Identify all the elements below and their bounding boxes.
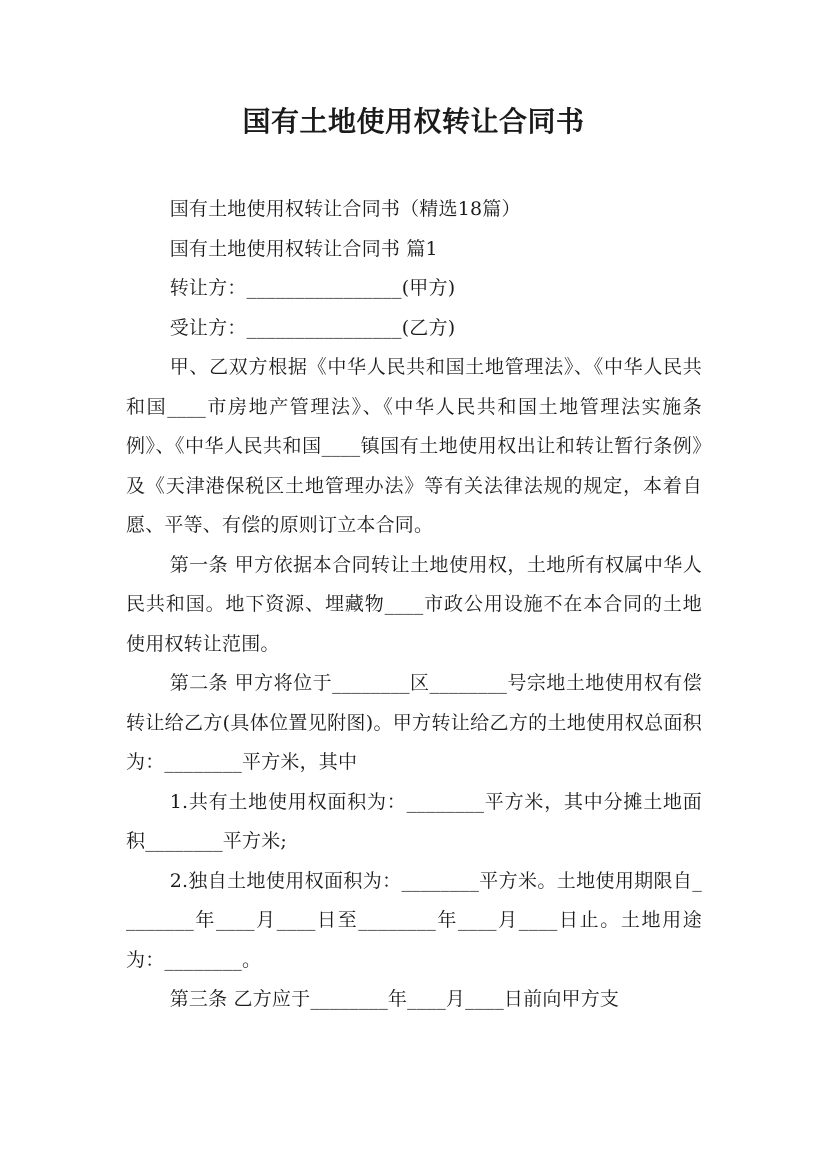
document-title: 国有土地使用权转让合同书 [242,105,585,138]
paragraph-section-heading: 国有土地使用权转让合同书 篇1 [169,237,438,260]
paragraph-subtitle: 国有土地使用权转让合同书（精选18篇） [169,198,521,220]
paragraph-preamble: 甲、乙双方根据《中华人民共和国土地管理法》、《中华人民共和国____市房地产管理法》、《中华人民共和国土地管理法实施条例》、《中华人民共和国____镇国有土地使用权出让和转让暂行条例》及《天津港保税区土地管理办法》等有关法律法规的规定，本着自愿、平等、有偿的原则订立本合同。 [126,356,702,536]
paragraph-article-3: 第三条 乙方应于________年____月____日前向甲方支 [169,988,620,1010]
paragraph-article-1: 第一条 甲方依据本合同转让土地使用权，土地所有权属中华人民共和国。地下资源、埋藏物____市政公用设施不在本合同的土地使用权转让范围。 [126,553,702,655]
document-body [126,190,702,1020]
paragraph-exclusive-area: 2.独自土地使用权面积为：________平方米。土地使用期限自________年____月____日至________年____月____日止。土地用途为：________。 [126,869,702,971]
paragraph-shared-area: 1.共有土地使用权面积为：________平方米，其中分摊土地面积________平方米; [126,790,702,852]
paragraph-article-2: 第二条 甲方将位于________区________号宗地土地使用权有偿转让给乙方(具体位置见附图)。甲方转让给乙方的土地使用权总面积为：________平方米，其中 [126,672,702,773]
paragraph-transferee: 受让方：________________(乙方) [169,316,456,339]
paragraph-transferor: 转让方：________________(甲方) [169,277,456,299]
